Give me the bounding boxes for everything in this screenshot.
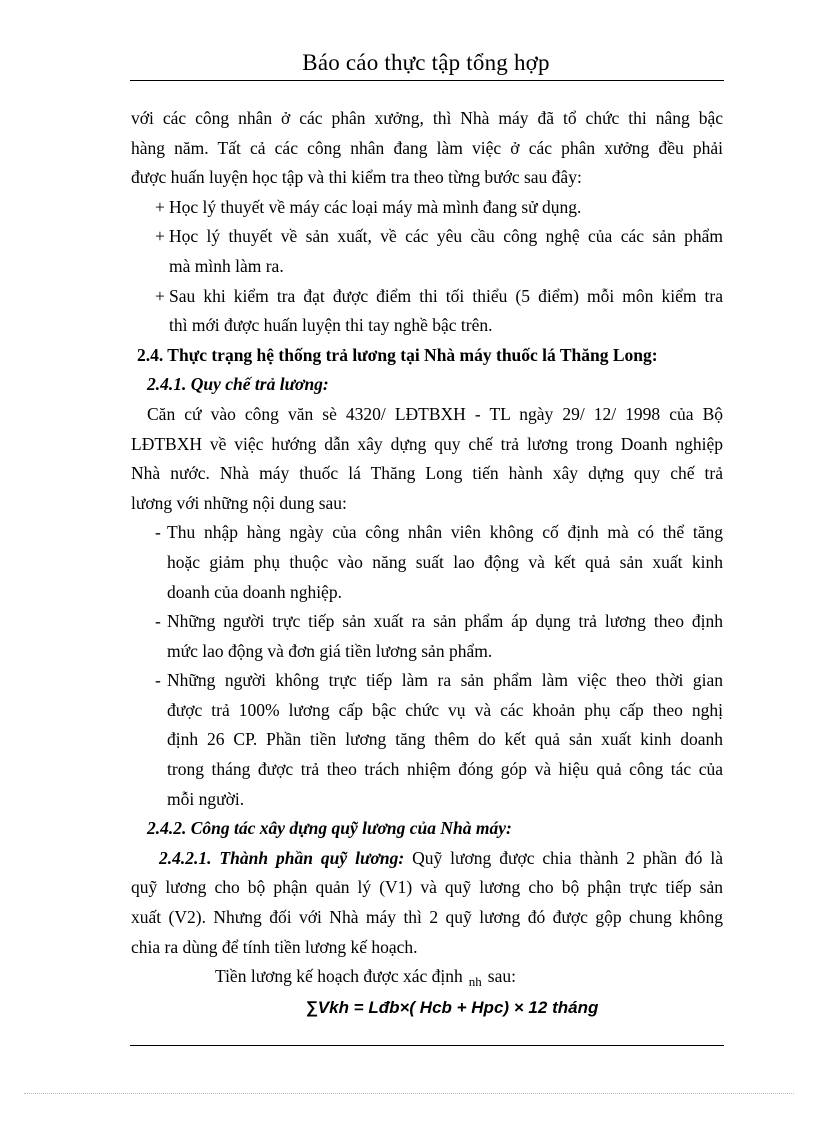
plus-item-continuation: mà mình làm ra. <box>169 255 284 276</box>
dash-item-text: Thu nhập hàng ngày của công nhân viên không cố định mà có thể tăng <box>167 522 723 543</box>
dash-item-continuation: được trả 100% lương cấp bậc chức vụ và các khoản phụ cấp theo nghị <box>167 699 723 720</box>
paragraph-line: quỹ lương cho bộ phận quản lý (V1) và quỹ lương cho bộ phận trực tiếp sản <box>131 877 723 898</box>
dash-marker: - <box>155 522 161 543</box>
plus-marker: + <box>155 226 165 247</box>
dash-item <box>131 607 723 637</box>
plus-item-text: Học lý thuyết về sản xuất, về các yêu cầu công nghệ của các sản phẩm <box>169 226 723 247</box>
intro-line: hàng năm. Tất cả các công nhân đang làm việc ở các phân xưởng đều phải <box>131 137 723 158</box>
dash-item <box>131 666 723 696</box>
subsub-heading: 2.4.2.1. Thành phần quỹ lương: <box>159 847 405 868</box>
dash-item-continuation: doanh của doanh nghiệp. <box>167 581 342 602</box>
section-heading: 2.4. Thực trạng hệ thống trả lương tại Nhà máy thuốc lá Thăng Long: <box>137 344 658 365</box>
plus-item <box>131 222 723 252</box>
plus-item <box>131 282 723 312</box>
paragraph-line: Căn cứ vào công văn sè 4320/ LĐTBXH - TL ngày 29/ 12/ 1998 của Bộ <box>147 403 723 424</box>
dash-item-continuation: trong tháng được trả theo trách nhiệm đóng góp và hiệu quả công tác của <box>167 759 723 780</box>
formula-intro <box>131 962 723 993</box>
paragraph-text: Quỹ lương được chia thành 2 phần đó là <box>412 847 724 868</box>
intro-line: với các công nhân ở các phân xưởng, thì Nhà máy đã tổ chức thi nâng bậc <box>131 108 723 128</box>
formula-intro-text: Tiền lương kế hoạch được xác định <box>215 966 463 987</box>
dash-item <box>131 518 723 548</box>
formula-intro-text-end: sau: <box>487 966 516 987</box>
dash-marker: - <box>155 611 161 632</box>
plus-marker: + <box>155 196 165 217</box>
formula: ∑Vkh = Lđb×( Hcb + Hpc) × 12 tháng <box>305 997 599 1017</box>
plus-item <box>131 193 723 223</box>
paragraph-line: Nhà nước. Nhà máy thuốc lá Thăng Long tiến hành xây dựng quy chế trả <box>131 463 723 484</box>
formula-intro-nh: nh <box>468 974 482 990</box>
page-bottom-dotted-edge <box>24 1093 794 1094</box>
intro-line: được huấn luyện học tập và thi kiểm tra theo từng bước sau đây: <box>131 167 582 188</box>
sub-heading: 2.4.1. Quy chế trả lương: <box>147 374 329 395</box>
header-rule <box>130 80 724 81</box>
plus-item-continuation: thì mới được huấn luyện thi tay nghề bậc trên. <box>169 315 493 336</box>
dash-item-continuation: mức lao động và đơn giá tiền lương sản phẩm. <box>167 640 493 661</box>
plus-marker: + <box>155 285 165 306</box>
paragraph-line: chia ra dùng để tính tiền lương kế hoạch. <box>131 936 418 957</box>
plus-item-text: Sau khi kiểm tra đạt được điểm thi tối thiểu (5 điểm) mỗi môn kiểm tra <box>169 285 723 306</box>
dash-item-continuation: mỗi người. <box>167 788 245 809</box>
dash-item-text: Những người trực tiếp sản xuất ra sản phẩm áp dụng trả lương theo định <box>167 611 723 632</box>
dash-item-text: Những người không trực tiếp làm ra sản phẩm làm việc theo thời gian <box>167 670 723 691</box>
dash-item-continuation: định 26 CP. Phần tiền lương tăng thêm do kết quả sản xuất kinh doanh <box>167 729 723 750</box>
document-body <box>131 104 723 1022</box>
paragraph-line <box>131 844 723 874</box>
dash-marker: - <box>155 670 161 691</box>
paragraph-line: xuất (V2). Nhưng đối với Nhà máy thì 2 quỹ lương đó được gộp chung không <box>131 907 723 928</box>
paragraph-line: lương với những nội dung sau: <box>131 492 347 513</box>
dash-item-continuation: hoặc giảm phụ thuộc vào năng suất lao động và kết quả sản xuất kinh <box>167 551 723 572</box>
sub-heading: 2.4.2. Công tác xây dựng quỹ lương của Nhà máy: <box>147 818 512 839</box>
footer-rule <box>130 1045 724 1046</box>
plus-item-text: Học lý thuyết về máy các loại máy mà mình đang sử dụng. <box>169 196 582 217</box>
page-header-title: Báo cáo thực tập tổng hợp <box>302 50 550 75</box>
paragraph-line: LĐTBXH về việc hướng dẫn xây dựng quy chế trả lương trong Doanh nghiệp <box>131 433 723 454</box>
